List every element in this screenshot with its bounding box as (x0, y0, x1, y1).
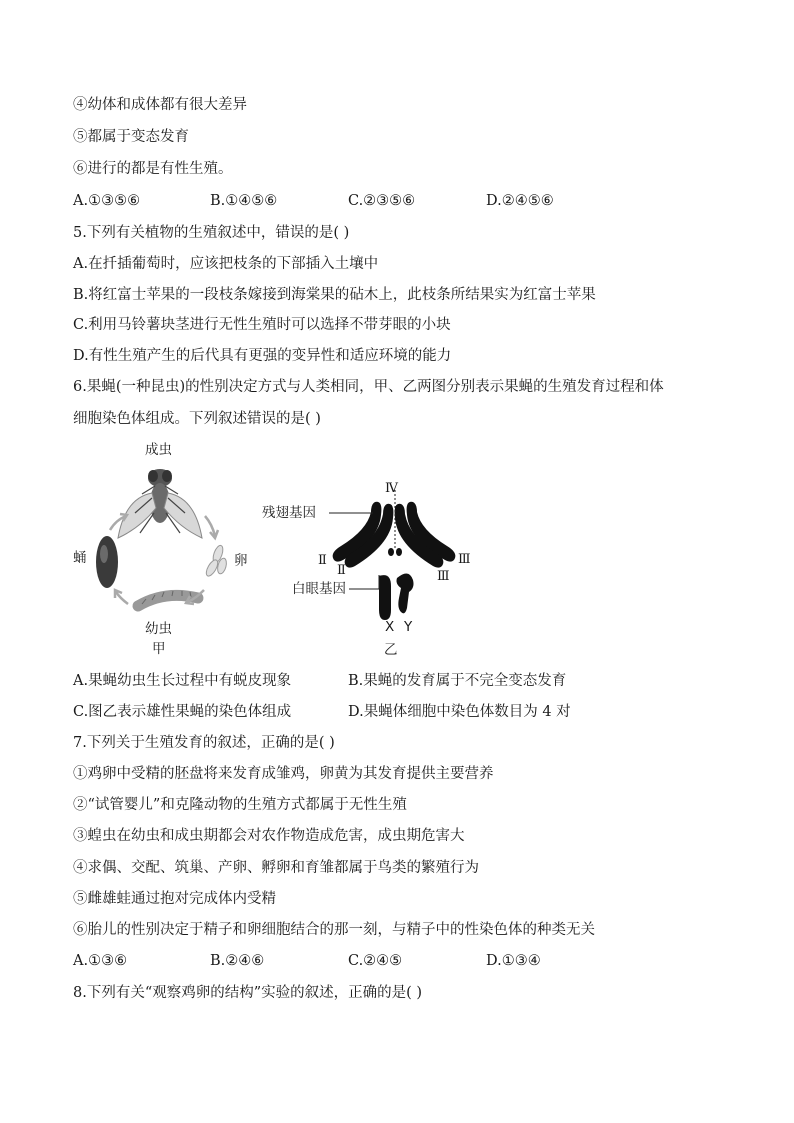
label-egg: 卵 (234, 553, 248, 569)
label-chromosome-iv: Ⅳ (385, 481, 398, 496)
label-adult: 成虫 (145, 442, 172, 458)
label-y: Y (404, 619, 413, 635)
caption-yi: 乙 (384, 642, 398, 658)
q4-option-b: B.①④⑤⑥ (210, 193, 278, 209)
q4-statement-6: ⑥进行的都是有性生殖。 (73, 161, 233, 177)
q7-statement-3: ③蝗虫在幼虫和成虫期都会对农作物造成危害，成虫期危害大 (73, 828, 465, 844)
q5-option-c: C.利用马铃薯块茎进行无性生殖时可以选择不带芽眼的小块 (73, 317, 451, 333)
q7-statement-5: ⑤雌雄蛙通过抱对完成体内受精 (73, 891, 276, 907)
q7-stem: 7.下列关于生殖发育的叙述，正确的是( ) (73, 735, 335, 751)
eggs-icon (204, 544, 228, 578)
label-chromosome-ii-b: Ⅱ (337, 563, 346, 578)
q4-option-d: D.②④⑤⑥ (486, 193, 554, 209)
q7-option-d: D.①③④ (486, 953, 541, 969)
q7-statement-6: ⑥胎儿的性别决定于精子和卵细胞结合的那一刻，与精子中的性染色体的种类无关 (73, 922, 595, 938)
label-wing-gene: 残翅基因 (262, 505, 316, 521)
label-larva: 幼虫 (145, 621, 172, 637)
label-chromosome-iii-a: Ⅲ (458, 552, 471, 567)
label-eye-gene: 白眼基因 (292, 581, 346, 597)
label-chromosome-iii-b: Ⅲ (437, 569, 450, 584)
q5-option-b: B.将红富士苹果的一段枝条嫁接到海棠果的砧木上，此枝条所结果实为红富士苹果 (73, 287, 596, 303)
q6-option-b: B.果蝇的发育属于不完全变态发育 (348, 673, 567, 689)
q4-statement-4: ④幼体和成体都有很大差异 (73, 97, 247, 113)
q6-option-a: A.果蝇幼虫生长过程中有蜕皮现象 (73, 673, 292, 689)
label-chromosome-ii-a: Ⅱ (318, 553, 327, 568)
q6-stem-line2: 细胞染色体组成。下列叙述错误的是( ) (73, 411, 321, 427)
q8-stem: 8.下列有关“观察鸡卵的结构”实验的叙述，正确的是( ) (73, 985, 423, 1001)
q7-statement-4: ④求偶、交配、筑巢、产卵、孵卵和育雏都属于鸟类的繁殖行为 (73, 860, 479, 876)
q7-option-c: C.②④⑤ (348, 953, 403, 969)
q4-option-a: A.①③⑤⑥ (73, 193, 141, 209)
q7-statement-2: ②“试管婴儿”和克隆动物的生殖方式都属于无性生殖 (73, 797, 407, 813)
q4-option-c: C.②③⑤⑥ (348, 193, 416, 209)
q5-stem: 5.下列有关植物的生殖叙述中，错误的是( ) (73, 225, 350, 241)
q7-option-b: B.②④⑥ (210, 953, 265, 969)
q7-option-a: A.①③⑥ (73, 953, 128, 969)
pupa-icon (96, 536, 118, 588)
label-pupa: 蛹 (73, 550, 87, 566)
q4-statement-5: ⑤都属于变态发育 (73, 129, 189, 145)
q6-stem-line1: 6.果蝇(一种昆虫)的性别决定方式与人类相同，甲、乙两图分别表示果蝇的生殖发育过程和体 (73, 379, 664, 395)
q6-option-d: D.果蝇体细胞中染色体数目为 4 对 (348, 704, 571, 720)
label-x: X (385, 619, 395, 635)
chromosomes-icon (333, 502, 456, 620)
q7-statement-1: ①鸡卵中受精的胚盘将来发育成雏鸡，卵黄为其发育提供主要营养 (73, 766, 494, 782)
fly-life-cycle-art (80, 458, 260, 633)
caption-jia: 甲 (152, 641, 166, 657)
q5-option-d: D.有性生殖产生的后代具有更强的变异性和适应环境的能力 (73, 348, 452, 364)
q5-option-a: A.在扦插葡萄时，应该把枝条的下部插入土壤中 (73, 256, 379, 272)
adult-fly-icon (118, 469, 202, 538)
q6-option-c: C.图乙表示雄性果蝇的染色体组成 (73, 704, 292, 720)
